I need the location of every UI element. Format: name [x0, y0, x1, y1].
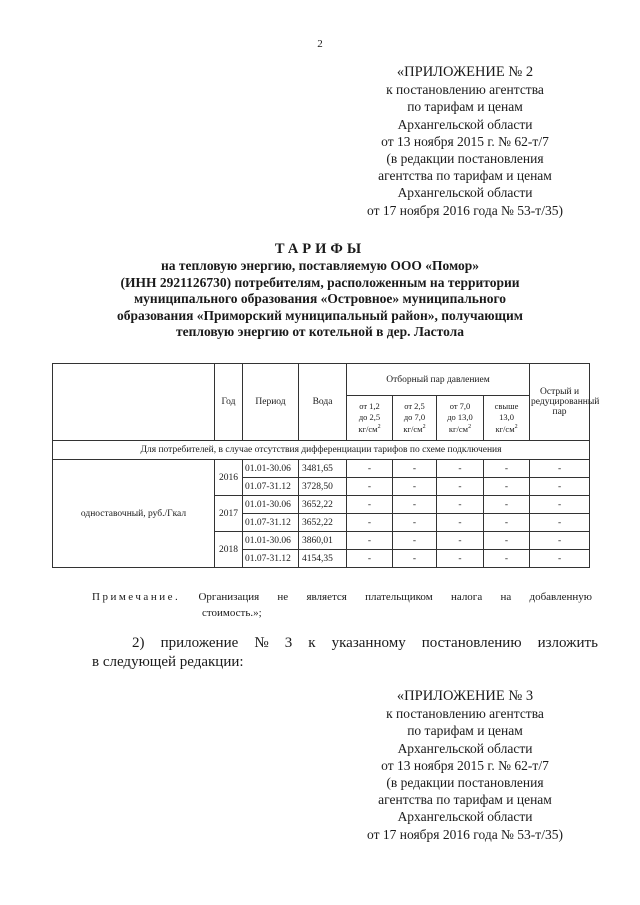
- value-cell: -: [347, 514, 393, 532]
- water-value: 3481,65: [299, 460, 347, 478]
- appendix-line: (в редакции постановления: [386, 775, 544, 791]
- table-row: [53, 460, 590, 478]
- appendix-line: Архангельской области: [397, 185, 533, 201]
- appendix-3-header: [330, 688, 600, 843]
- value-cell: -: [347, 550, 393, 568]
- title-line: на тепловую энергию, поставляемую ООО «Помор»: [161, 258, 479, 273]
- note-word: на: [500, 591, 512, 603]
- appendix-line: от 17 ноября 2016 года № 53-т/35): [367, 202, 563, 218]
- appendix-line: «ПРИЛОЖЕНИЕ № 3: [396, 688, 534, 704]
- value-cell: -: [437, 550, 484, 568]
- appendix-line: агентства по тарифам и ценам: [378, 168, 552, 184]
- appendix-line: Архангельской области: [397, 809, 533, 825]
- tariff-type-label: одноставочный, руб./Гкал: [53, 460, 215, 568]
- tariffs-heading: ТАРИФЫ: [274, 241, 366, 257]
- appendix-2-header: [330, 64, 600, 219]
- appendix-line: от 13 ноября 2015 г. № 62-т/7: [381, 757, 549, 773]
- header-steam-col-4: свыше 13,0 $кг/см^2$: [484, 396, 530, 441]
- tariffs-title: [60, 240, 580, 341]
- title-line: тепловую энергию от котельной в дер. Ластола: [175, 324, 465, 340]
- para-word: 2): [132, 635, 145, 651]
- value-cell: -: [530, 478, 590, 496]
- header-sharp-steam: Острый и редуцированный пар: [530, 364, 590, 441]
- note-line-2: стоимость.»;: [202, 607, 262, 619]
- tariffs-table: [52, 363, 600, 568]
- para-word: №: [254, 635, 269, 651]
- value-cell: -: [437, 460, 484, 478]
- value-cell: -: [437, 496, 484, 514]
- table-note: [92, 589, 592, 621]
- value-cell: -: [393, 514, 437, 532]
- period-cell: 01.01-30.06: [243, 496, 299, 514]
- header-year: Год: [215, 364, 243, 441]
- appendix-line: «ПРИЛОЖЕНИЕ № 2: [396, 64, 534, 80]
- note-word: плательщиком: [365, 591, 433, 603]
- para-word: 3: [284, 635, 293, 651]
- header-steam-col-1: от 1,2 до 2,5 $кг/см^2$: [347, 396, 393, 441]
- period-cell: 01.07-31.12: [243, 550, 299, 568]
- period-cell: 01.01-30.06: [243, 460, 299, 478]
- note-word: не: [277, 591, 289, 603]
- note-word: Организация: [198, 591, 260, 603]
- value-cell: -: [484, 460, 530, 478]
- value-cell: -: [484, 496, 530, 514]
- year-cell: 2018: [215, 532, 243, 568]
- header-steam-group: Отборный пар давлением: [347, 364, 530, 396]
- appendix-line: агентства по тарифам и ценам: [378, 792, 552, 808]
- value-cell: -: [530, 550, 590, 568]
- value-cell: -: [393, 460, 437, 478]
- water-value: 4154,35: [299, 550, 347, 568]
- note-word: добавленную: [529, 591, 592, 603]
- appendix-line: по тарифам и ценам: [407, 723, 523, 739]
- note-word: налога: [450, 591, 483, 603]
- value-cell: -: [393, 532, 437, 550]
- value-cell: -: [530, 514, 590, 532]
- para-word: постановлению: [421, 635, 522, 651]
- appendix-line: Архангельской области: [397, 740, 533, 756]
- water-value: 3652,22: [299, 514, 347, 532]
- header-steam-col-3: от 7,0 до 13,0 $кг/см^2$: [437, 396, 484, 441]
- appendix-line: от 13 ноября 2015 г. № 62-т/7: [381, 133, 549, 149]
- period-cell: 01.01-30.06: [243, 532, 299, 550]
- value-cell: -: [484, 532, 530, 550]
- value-cell: -: [393, 550, 437, 568]
- water-value: 3860,01: [299, 532, 347, 550]
- header-period: Период: [243, 364, 299, 441]
- header-water: Вода: [299, 364, 347, 441]
- value-cell: -: [484, 550, 530, 568]
- period-cell: 01.07-31.12: [243, 514, 299, 532]
- appendix-line: Архангельской области: [397, 116, 533, 132]
- title-line: образования «Приморский муниципальный район», получающим: [117, 307, 523, 323]
- para-word: изложить: [537, 635, 598, 651]
- value-cell: -: [530, 496, 590, 514]
- water-value: 3652,22: [299, 496, 347, 514]
- value-cell: -: [347, 496, 393, 514]
- title-line: (ИНН 2921126730) потребителям, расположенным на территории: [120, 274, 520, 290]
- appendix-line: к постановлению агентства: [386, 82, 544, 98]
- value-cell: -: [437, 478, 484, 496]
- para-word: к: [308, 635, 316, 651]
- water-value: 3728,50: [299, 478, 347, 496]
- para-word: приложение: [160, 635, 239, 651]
- header-blank: [53, 364, 215, 441]
- value-cell: -: [530, 460, 590, 478]
- value-cell: -: [393, 478, 437, 496]
- appendix-line: к постановлению агентства: [386, 706, 544, 722]
- consumer-category-row: Для потребителей, в случае отсутствия дифференциации тарифов по схеме подключения: [53, 441, 590, 460]
- year-cell: 2017: [215, 496, 243, 532]
- header-steam-col-2: от 2,5 до 7,0 $кг/см^2$: [393, 396, 437, 441]
- period-cell: 01.07-31.12: [243, 478, 299, 496]
- appendix-line: от 17 ноября 2016 года № 53-т/35): [367, 826, 563, 842]
- para-line-2: в следующей редакции:: [92, 654, 244, 670]
- value-cell: -: [484, 478, 530, 496]
- value-cell: -: [484, 514, 530, 532]
- title-line: муниципального образования «Островное» муниципального: [133, 291, 507, 307]
- value-cell: -: [347, 460, 393, 478]
- value-cell: -: [347, 478, 393, 496]
- amendment-paragraph: [92, 634, 598, 672]
- appendix-line: (в редакции постановления: [386, 151, 544, 167]
- year-cell: 2016: [215, 460, 243, 496]
- value-cell: -: [530, 532, 590, 550]
- note-word: является: [306, 591, 347, 603]
- page-number: 2: [317, 38, 323, 50]
- note-lead: Примечание.: [92, 591, 181, 603]
- para-word: указанному: [331, 635, 406, 651]
- appendix-line: по тарифам и ценам: [407, 99, 523, 115]
- value-cell: -: [393, 496, 437, 514]
- value-cell: -: [437, 514, 484, 532]
- value-cell: -: [347, 532, 393, 550]
- value-cell: -: [437, 532, 484, 550]
